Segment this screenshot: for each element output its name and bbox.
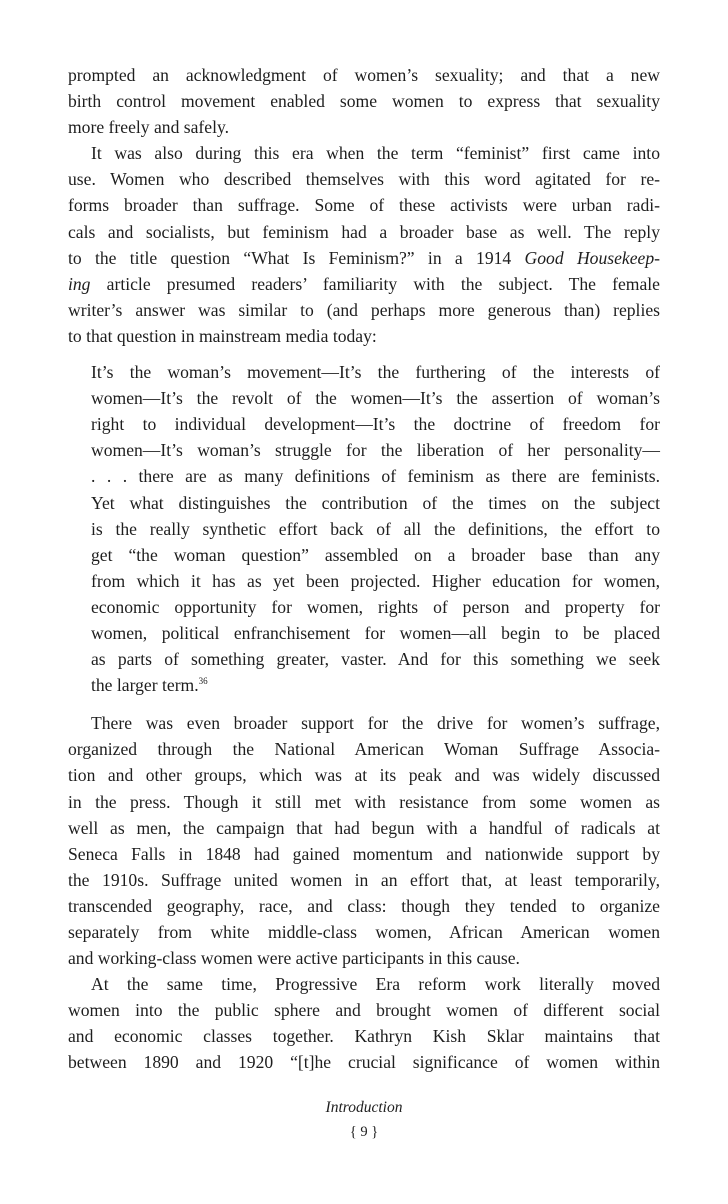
quote-line: get “the woman question” assembled on a broader base than any [91, 544, 660, 565]
text-line: prompted an acknowledgment of women’s sexuality; and that a new [68, 65, 660, 85]
text-line: and working-class women were active participants in this cause. [68, 948, 520, 969]
quote-line: as parts of something greater, vaster. And for this something we seek [91, 649, 660, 670]
text-line: Seneca Falls in 1848 had gained momentum and nationwide support by [68, 843, 660, 864]
text-line: There was even broader support for the drive for women’s suffrage, [91, 713, 660, 734]
quote-line [91, 672, 660, 698]
text-fragment: the larger term. [91, 675, 199, 696]
quote-line: from which it has as yet been projected. Higher education for women, [91, 570, 660, 591]
publication-title: Good Housekeep- [524, 247, 660, 268]
paragraph-1 [68, 62, 660, 140]
text-line: tion and other groups, which was at its peak and was widely discussed [68, 765, 660, 786]
quote-line: economic opportunity for women, rights of person and property for [91, 596, 660, 617]
text-line: between 1890 and 1920 “[t]he crucial significance of women within [68, 1052, 660, 1073]
text-line: birth control movement enabled some women to express that sexuality [68, 91, 660, 112]
text-line: At the same time, Progressive Era reform work literally moved [91, 974, 660, 995]
text-line: to that question in mainstream media today: [68, 325, 377, 346]
text-line: the 1910s. Suffrage united women in an effort that, at least temporarily, [68, 869, 660, 890]
text-fragment: to the title question “What Is Feminism?” in a 1914 [68, 247, 525, 268]
text-line: forms broader than suffrage. Some of these activists were urban radi- [68, 195, 660, 216]
block-quote [91, 359, 660, 698]
text-line: more freely and safely. [68, 117, 230, 138]
text-line: well as men, the campaign that had begun with a handful of radicals at [68, 817, 660, 838]
text-line [68, 271, 660, 297]
text-line [68, 245, 660, 271]
text-line: and economic classes together. Kathryn Kish Sklar maintains that [68, 1026, 660, 1047]
text-line: transcended geography, race, and class: though they tended to organize [68, 895, 660, 916]
text-line: in the press. Though it still met with resistance from some women as [68, 791, 660, 812]
text-line: cals and socialists, but feminism had a broader base as well. The reply [68, 221, 660, 242]
quote-line: It’s the woman’s movement—It’s the furthering of the interests of [91, 362, 660, 383]
quote-line: right to individual development—It’s the doctrine of freedom for [91, 414, 660, 435]
quote-line: . . . there are as many definitions of feminism as there are feminists. [91, 466, 660, 487]
quote-line: women, political enfranchisement for women—all begin to be placed [91, 622, 660, 643]
text-line: separately from white middle-class women, African American women [68, 922, 660, 942]
quote-line: is the really synthetic effort back of all the definitions, the effort to [91, 518, 660, 539]
text-line: writer’s answer was similar to (and perhaps more generous than) replies [68, 299, 660, 320]
text-line: use. Women who described themselves with this word agitated for re- [68, 169, 660, 190]
page-body [68, 62, 660, 1076]
page-number: { 9 } [349, 1124, 379, 1140]
paragraph-2 [68, 140, 660, 349]
running-footer-title: Introduction [325, 1099, 403, 1116]
paragraph-3 [68, 710, 660, 971]
publication-title-continued: ing [68, 273, 91, 294]
paragraph-4 [68, 971, 660, 1075]
quote-line: women—It’s woman’s struggle for the liberation of her personality— [91, 440, 660, 461]
quote-line: Yet what distinguishes the contribution of the times on the subject [91, 492, 660, 513]
quote-line: women—It’s the revolt of the women—It’s the assertion of woman’s [91, 388, 660, 409]
text-line: organized through the National American Woman Suffrage Associa- [68, 739, 660, 760]
text-fragment: article presumed readers’ familiarity with the subject. The female [106, 273, 660, 294]
text-line: It was also during this era when the term “feminist” first came into [91, 143, 660, 164]
text-line: women into the public sphere and brought women of different social [68, 1000, 660, 1021]
footnote-reference[interactable]: 36 [198, 676, 208, 687]
